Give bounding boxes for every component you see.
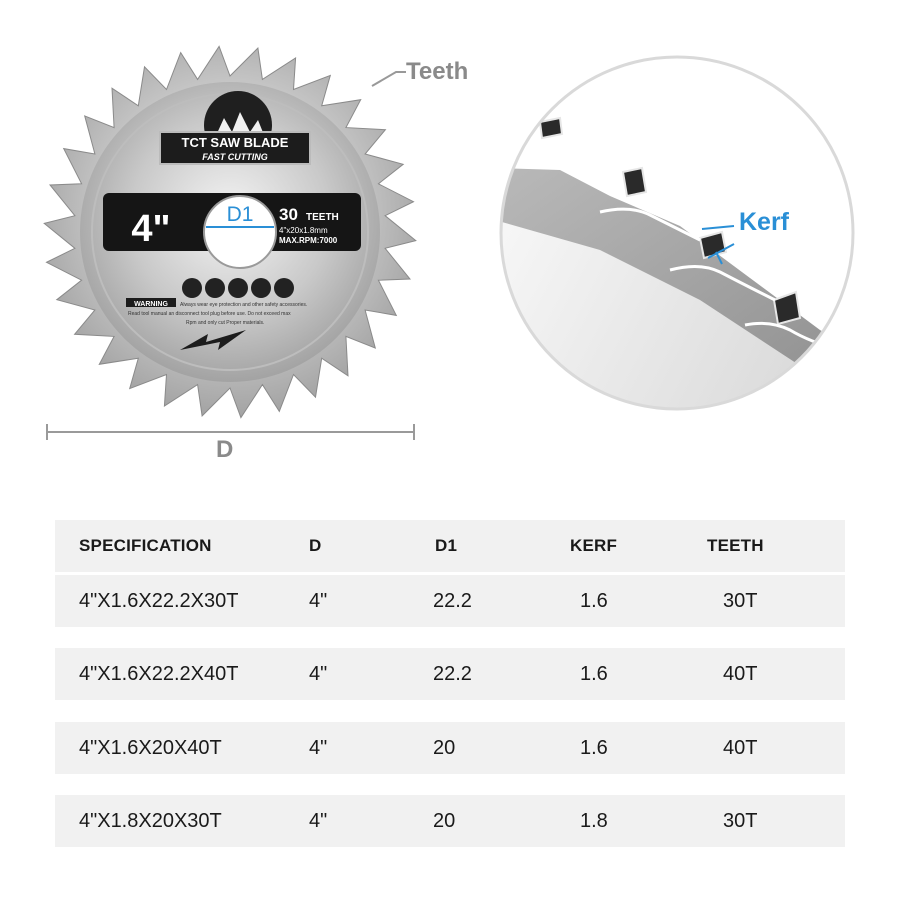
- cell-kerf: 1.6: [580, 590, 608, 612]
- blade-dimensions: 4"x20x1.8mm: [279, 226, 328, 235]
- diameter-label: D: [216, 436, 234, 463]
- cell-specification: 4"X1.6X20X40T: [79, 737, 222, 759]
- header-kerf: KERF: [570, 536, 618, 555]
- zoom-detail: [495, 56, 870, 430]
- teeth-count: 30: [279, 205, 298, 224]
- carbide-tip-icon: [623, 168, 646, 196]
- cell-teeth: 30T: [723, 590, 758, 612]
- cell-kerf: 1.6: [580, 737, 608, 759]
- cell-d: 4": [309, 810, 328, 832]
- cell-specification: 4"X1.8X20X30T: [79, 810, 222, 832]
- teeth-leader-line: [372, 72, 406, 86]
- cell-d: 4": [309, 663, 328, 685]
- warning-line-1: Always wear eye protection and other safety accessories.: [180, 302, 308, 308]
- table-row: [55, 722, 845, 774]
- warning-line-3: Rpm and only cut Proper materials.: [186, 320, 265, 326]
- manual-icon: [274, 278, 294, 298]
- cell-kerf: 1.8: [580, 810, 608, 832]
- bore-label: D1: [226, 203, 254, 226]
- cell-d1: 20: [433, 737, 456, 759]
- eye-protection-icon: [182, 278, 202, 298]
- carbide-tip-icon: [540, 118, 562, 138]
- max-rpm: MAX.RPM:7000: [279, 236, 338, 245]
- safety-icons: [182, 278, 294, 298]
- header-teeth: TEETH: [707, 536, 764, 555]
- mask-icon: [228, 278, 248, 298]
- cell-specification: 4"X1.6X22.2X30T: [79, 590, 239, 612]
- header-d1: D1: [435, 536, 458, 555]
- kerf-callout: Kerf: [739, 208, 790, 236]
- cell-d1: 20: [433, 810, 456, 832]
- table-row: [55, 575, 845, 627]
- cell-specification: 4"X1.6X22.2X40T: [79, 663, 239, 685]
- carbide-tip-icon: [700, 232, 726, 258]
- blade-size: 4": [131, 208, 171, 250]
- cell-d: 4": [309, 590, 328, 612]
- ear-protection-icon: [205, 278, 225, 298]
- cell-teeth: 40T: [723, 663, 758, 685]
- table-row: [55, 795, 845, 847]
- header-d: D: [309, 536, 322, 555]
- cell-d1: 22.2: [433, 663, 472, 685]
- saw-blade: [44, 46, 416, 417]
- badge-subtitle: FAST CUTTING: [202, 152, 268, 162]
- warning-heading: WARNING: [134, 301, 168, 308]
- cell-kerf: 1.6: [580, 663, 608, 685]
- cell-d: 4": [309, 737, 328, 759]
- cell-teeth: 30T: [723, 810, 758, 832]
- badge-title: TCT SAW BLADE: [181, 135, 289, 150]
- cell-teeth: 40T: [723, 737, 758, 759]
- table-header-row: [55, 520, 845, 572]
- gloves-icon: [251, 278, 271, 298]
- teeth-callout: Teeth: [406, 58, 469, 85]
- warning-line-2: Read tool manual an disconnect tool plug before use. Do not exceed max: [128, 311, 291, 317]
- cell-d1: 22.2: [433, 590, 472, 612]
- teeth-word: TEETH: [306, 212, 339, 223]
- header-specification: SPECIFICATION: [79, 536, 212, 555]
- table-row: [55, 648, 845, 700]
